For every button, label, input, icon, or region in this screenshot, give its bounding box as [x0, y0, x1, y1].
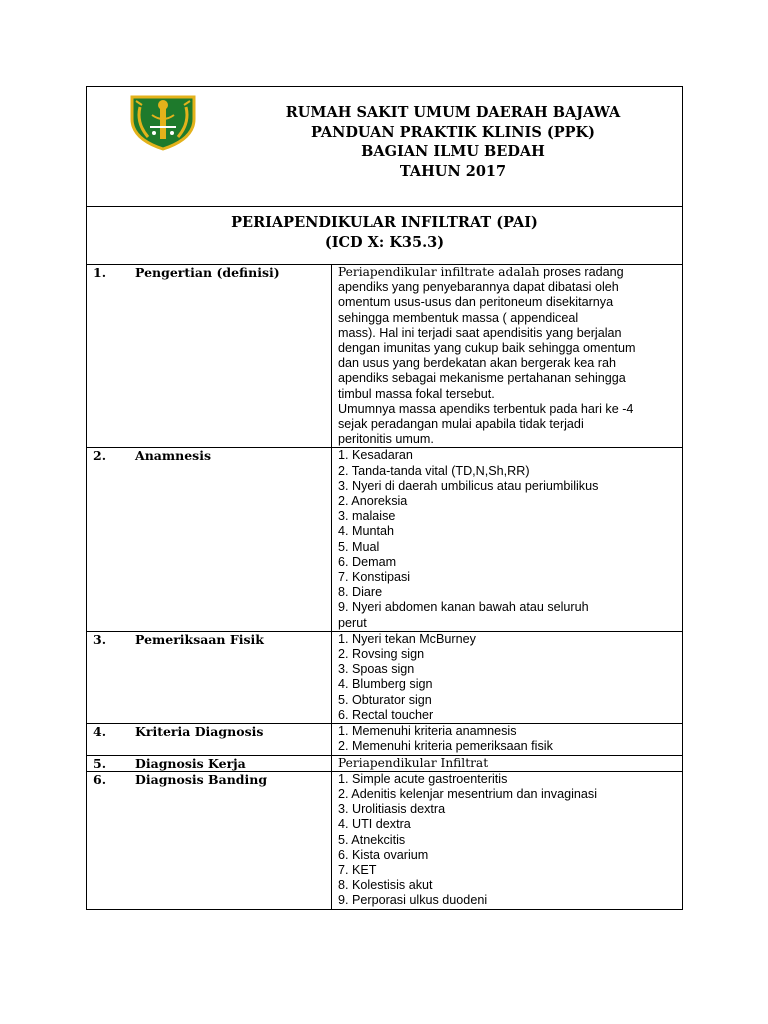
content-line: timbul massa fokal tersebut. [338, 386, 495, 401]
row-label: Diagnosis Banding [135, 771, 268, 787]
list-item: 2. Memenuhi kriteria pemeriksaan fisik [338, 739, 553, 754]
row-label-cell [87, 631, 332, 723]
list-item: 6. Rectal toucher [338, 707, 434, 722]
row-label-cell [87, 771, 332, 908]
row-content-cell [332, 771, 683, 908]
list-item: 4. Blumberg sign [338, 677, 433, 692]
list-item: 2. Rovsing sign [338, 647, 425, 662]
list-item: 2. Adenitis kelenjar mesentrium dan invaginasi [338, 786, 598, 801]
content-line: sejak peradangan mulai apabila tidak terjadi [338, 417, 584, 432]
hospital-emblem-icon [128, 93, 198, 151]
list-item: perut [338, 615, 367, 630]
table-row-kriteria-diagnosis [87, 724, 682, 755]
row-content-cell [332, 755, 683, 771]
list-item: 4. Muntah [338, 524, 395, 539]
row-content-cell [332, 724, 683, 755]
list-item: 5. Obturator sign [338, 692, 432, 707]
table-row-anamnesis [87, 448, 682, 631]
list-item: 5. Atnekcitis [338, 832, 406, 847]
row-label: Diagnosis Kerja [135, 755, 246, 771]
hospital-header-title [233, 103, 673, 181]
list-item: 1. Simple acute gastroenteritis [338, 771, 508, 786]
table-row-diagnosis-kerja [87, 755, 682, 771]
list-item: 8. Diare [338, 585, 383, 600]
ppk-table [87, 265, 682, 909]
table-row-pengertian [87, 265, 682, 448]
content-line: apendiks yang penyebarannya dapat dibatasi oleh [338, 280, 619, 295]
list-item: 6. Demam [338, 554, 397, 569]
row-number: 1. [93, 265, 107, 280]
list-item: 3. malaise [338, 509, 396, 524]
title-icd-code: (ICD X: K35.3) [324, 234, 445, 251]
content-line: dan usus yang berdekatan akan bergerak kea rah [338, 356, 616, 371]
list-item: 2. Tanda-tanda vital (TD,N,Sh,RR) [338, 463, 530, 478]
header-line-year: TAHUN 2017 [399, 162, 507, 180]
content-line: sehingga membentuk massa ( appendiceal [338, 310, 579, 325]
content-line: apendiks sebagai mekanisme pertahanan sehingga [338, 371, 626, 386]
row-number: 4. [93, 724, 107, 740]
list-item: 5. Mual [338, 539, 380, 554]
row-label-cell [87, 265, 332, 448]
row-label-cell [87, 448, 332, 631]
header-line-hospital: RUMAH SAKIT UMUM DAERAH BAJAWA [285, 104, 621, 121]
row-number: 6. [93, 771, 107, 787]
row-number: 3. [93, 631, 107, 647]
header-line-guide: PANDUAN PRAKTIK KLINIS (PPK) [311, 123, 595, 141]
row-label-cell [87, 755, 332, 771]
row-content-cell [332, 265, 683, 448]
ppk-document [86, 86, 683, 910]
row-number: 5. [93, 755, 107, 771]
list-item: 8. Kolestisis akut [338, 878, 433, 893]
document-title [87, 207, 682, 265]
document-header [87, 87, 682, 207]
working-diagnosis: Periapendikular Infiltrat [338, 755, 489, 770]
title-disease: PERIAPENDIKULAR INFILTRAT (PAI) [231, 214, 538, 231]
list-item: 6. Kista ovarium [338, 847, 429, 862]
list-item: 7. KET [338, 862, 377, 877]
content-line: omentum usus-usus dan peritoneum disekitarnya [338, 295, 614, 310]
content-line: mass). Hal ini terjadi saat apendisitis yang berjalan [338, 325, 622, 340]
content-line: dengan imunitas yang cukup baik sehingga omentum [338, 341, 636, 356]
definition-lead: Periapendikular infiltrate adalah [338, 265, 540, 279]
row-label: Pemeriksaan Fisik [135, 631, 264, 647]
list-item: 3. Spoas sign [338, 662, 415, 677]
row-label: Anamnesis [135, 448, 211, 464]
list-item: 2. Anoreksia [338, 494, 408, 509]
header-line-department: BAGIAN ILMU BEDAH [361, 143, 545, 160]
list-item: 1. Nyeri tekan McBurney [338, 631, 476, 646]
content-line: proses radang [543, 265, 624, 279]
list-item: 7. Konstipasi [338, 570, 411, 585]
content-line: peritonitis umum. [338, 432, 434, 447]
row-label: Kriteria Diagnosis [135, 724, 264, 740]
list-item: 4. UTI dextra [338, 817, 411, 832]
list-item: 9. Perporasi ulkus duodeni [338, 893, 488, 908]
row-content-cell [332, 448, 683, 631]
row-label-cell [87, 724, 332, 755]
row-content-cell [332, 631, 683, 723]
list-item: 3. Nyeri di daerah umbilicus atau periumbilikus [338, 478, 599, 493]
list-item: 3. Urolitiasis dextra [338, 802, 446, 817]
table-row-diagnosis-banding [87, 771, 682, 908]
content-line: Umumnya massa apendiks terbentuk pada hari ke -4 [338, 401, 634, 416]
list-item: 1. Kesadaran [338, 448, 413, 463]
list-item: 1. Memenuhi kriteria anamnesis [338, 724, 517, 739]
list-item: 9. Nyeri abdomen kanan bawah atau seluruh [338, 600, 589, 615]
row-number: 2. [93, 448, 107, 464]
table-row-pemeriksaan-fisik [87, 631, 682, 723]
row-label: Pengertian (definisi) [135, 265, 280, 280]
